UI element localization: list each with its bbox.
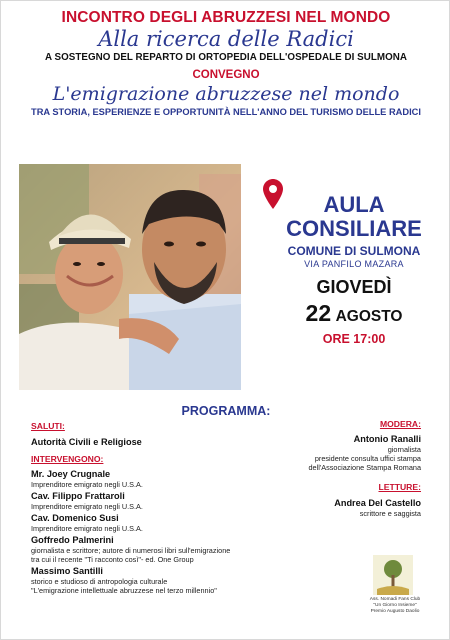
club-line-1: Ass. Nomadi Fans Club bbox=[369, 597, 421, 602]
event-day: 22 bbox=[305, 300, 332, 326]
speaker-desc: Imprenditore emigrato negli U.S.A. bbox=[31, 480, 143, 489]
venue-comune: COMUNE DI SULMONA bbox=[287, 244, 421, 258]
intervengono-label: INTERVENGONO: bbox=[31, 454, 104, 464]
saluti-text: Autorità Civili e Religiose bbox=[31, 437, 142, 447]
poster-header bbox=[1, 9, 450, 119]
reader-item bbox=[221, 498, 421, 518]
program-right-column bbox=[221, 419, 421, 518]
modera-label: MODERA: bbox=[379, 419, 421, 429]
event-weekday: GIOVEDÌ bbox=[316, 277, 392, 297]
speakers-photo bbox=[19, 164, 241, 390]
letture-label: LETTURE: bbox=[378, 482, 421, 492]
speaker-desc-extra: tra cui il recente "Ti racconto così"- ed. One Group bbox=[31, 555, 194, 564]
speaker-desc: giornalista e scrittore; autore di numerosi libri sull'emigrazione bbox=[31, 546, 231, 555]
club-line-2: "Un Giorno Insieme" bbox=[373, 603, 417, 608]
speaker-name: Cav. Filippo Frattaroli bbox=[31, 491, 125, 501]
speaker-desc: Imprenditore emigrato negli U.S.A. bbox=[31, 502, 143, 511]
theme-subtitle: TRA STORIA, ESPERIENZE E OPPORTUNITÀ NELL'ANNO DEL TURISMO DELLE RADICI bbox=[31, 107, 421, 117]
speaker-name: Massimo Santilli bbox=[31, 566, 103, 576]
convegno-label: CONVEGNO bbox=[192, 69, 260, 81]
support-line: A SOSTEGNO DEL REPARTO DI ORTOPEDIA DELL'OSPEDALE DI SULMONA bbox=[44, 52, 408, 63]
club-logo-icon bbox=[373, 555, 413, 595]
event-date bbox=[257, 300, 450, 327]
speakers-photo-illustration bbox=[19, 164, 241, 390]
venue-address: VIA PANFILO MAZARA bbox=[304, 259, 404, 269]
speaker-desc: Imprenditore emigrato negli U.S.A. bbox=[31, 524, 143, 533]
moderator-item bbox=[221, 434, 421, 472]
event-time: ORE 17:00 bbox=[322, 332, 386, 346]
speaker-name: Mr. Joey Crugnale bbox=[31, 469, 111, 479]
venue-aula: AULA bbox=[323, 192, 385, 217]
speaker-name: Cav. Domenico Susi bbox=[31, 513, 119, 523]
moderator-desc: giornalista bbox=[387, 445, 421, 454]
speaker-name: Goffredo Palmerini bbox=[31, 535, 114, 545]
venue-block bbox=[257, 193, 450, 346]
venue-consiliare: CONSILIARE bbox=[286, 216, 422, 241]
moderator-desc-3: dell'Associazione Stampa Romana bbox=[308, 463, 421, 472]
club-caption bbox=[357, 597, 433, 615]
speaker-desc-extra: "L'emigrazione intellettuale abruzzese nel terzo millennio" bbox=[31, 586, 217, 595]
event-script-subtitle: Alla ricerca delle Radici bbox=[98, 27, 354, 51]
club-line-3: Premio Augusto Daolio bbox=[370, 609, 420, 614]
reader-desc: scrittore e saggista bbox=[359, 509, 421, 518]
saluti-label: SALUTI: bbox=[31, 421, 65, 431]
speaker-item bbox=[31, 535, 291, 564]
event-month: AGOSTO bbox=[335, 308, 403, 325]
moderator-desc-2: presidente consulta uffici stampa bbox=[314, 454, 421, 463]
speaker-desc: storico e studioso di antropologia culturale bbox=[31, 577, 168, 586]
theme-script-title: L'emigrazione abruzzese nel mondo bbox=[52, 83, 400, 105]
moderator-name: Antonio Ranalli bbox=[353, 434, 421, 444]
reader-name: Andrea Del Castello bbox=[334, 498, 421, 508]
speaker-item bbox=[31, 566, 291, 595]
event-title: INCONTRO DEGLI ABRUZZESI NEL MONDO bbox=[61, 9, 391, 26]
program-title: PROGRAMMA: bbox=[181, 404, 271, 418]
